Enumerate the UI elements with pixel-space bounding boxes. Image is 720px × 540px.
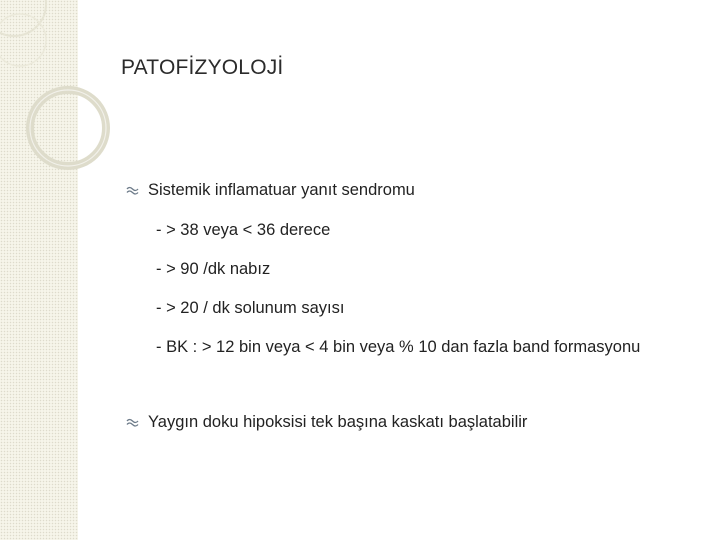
slide-title: PATOFİZYOLOJİ [121, 56, 284, 79]
decorative-rings [0, 0, 100, 200]
sub-item-respiration: - > 20 / dk solunum sayısı [156, 299, 345, 317]
sub-item-wbc: - BK : > 12 bin veya < 4 bin veya % 10 dan fazla band formasyonu [156, 338, 641, 356]
sub-item-temperature: - > 38 veya < 36 derece [156, 221, 331, 239]
bullet-text: Sistemik inflamatuar yanıt sendromu [148, 181, 415, 199]
bullet-item-hypoxia [126, 413, 527, 432]
bullet-text: Yaygın doku hipoksisi tek başına kaskatı başlatabilir [148, 413, 528, 431]
wave-bullet-icon [126, 418, 139, 427]
bullet-item-sirs [126, 181, 415, 200]
small-ring-mid [0, 14, 46, 66]
sub-item-pulse: - > 90 /dk nabız [156, 260, 271, 278]
wave-bullet-icon [126, 186, 139, 195]
